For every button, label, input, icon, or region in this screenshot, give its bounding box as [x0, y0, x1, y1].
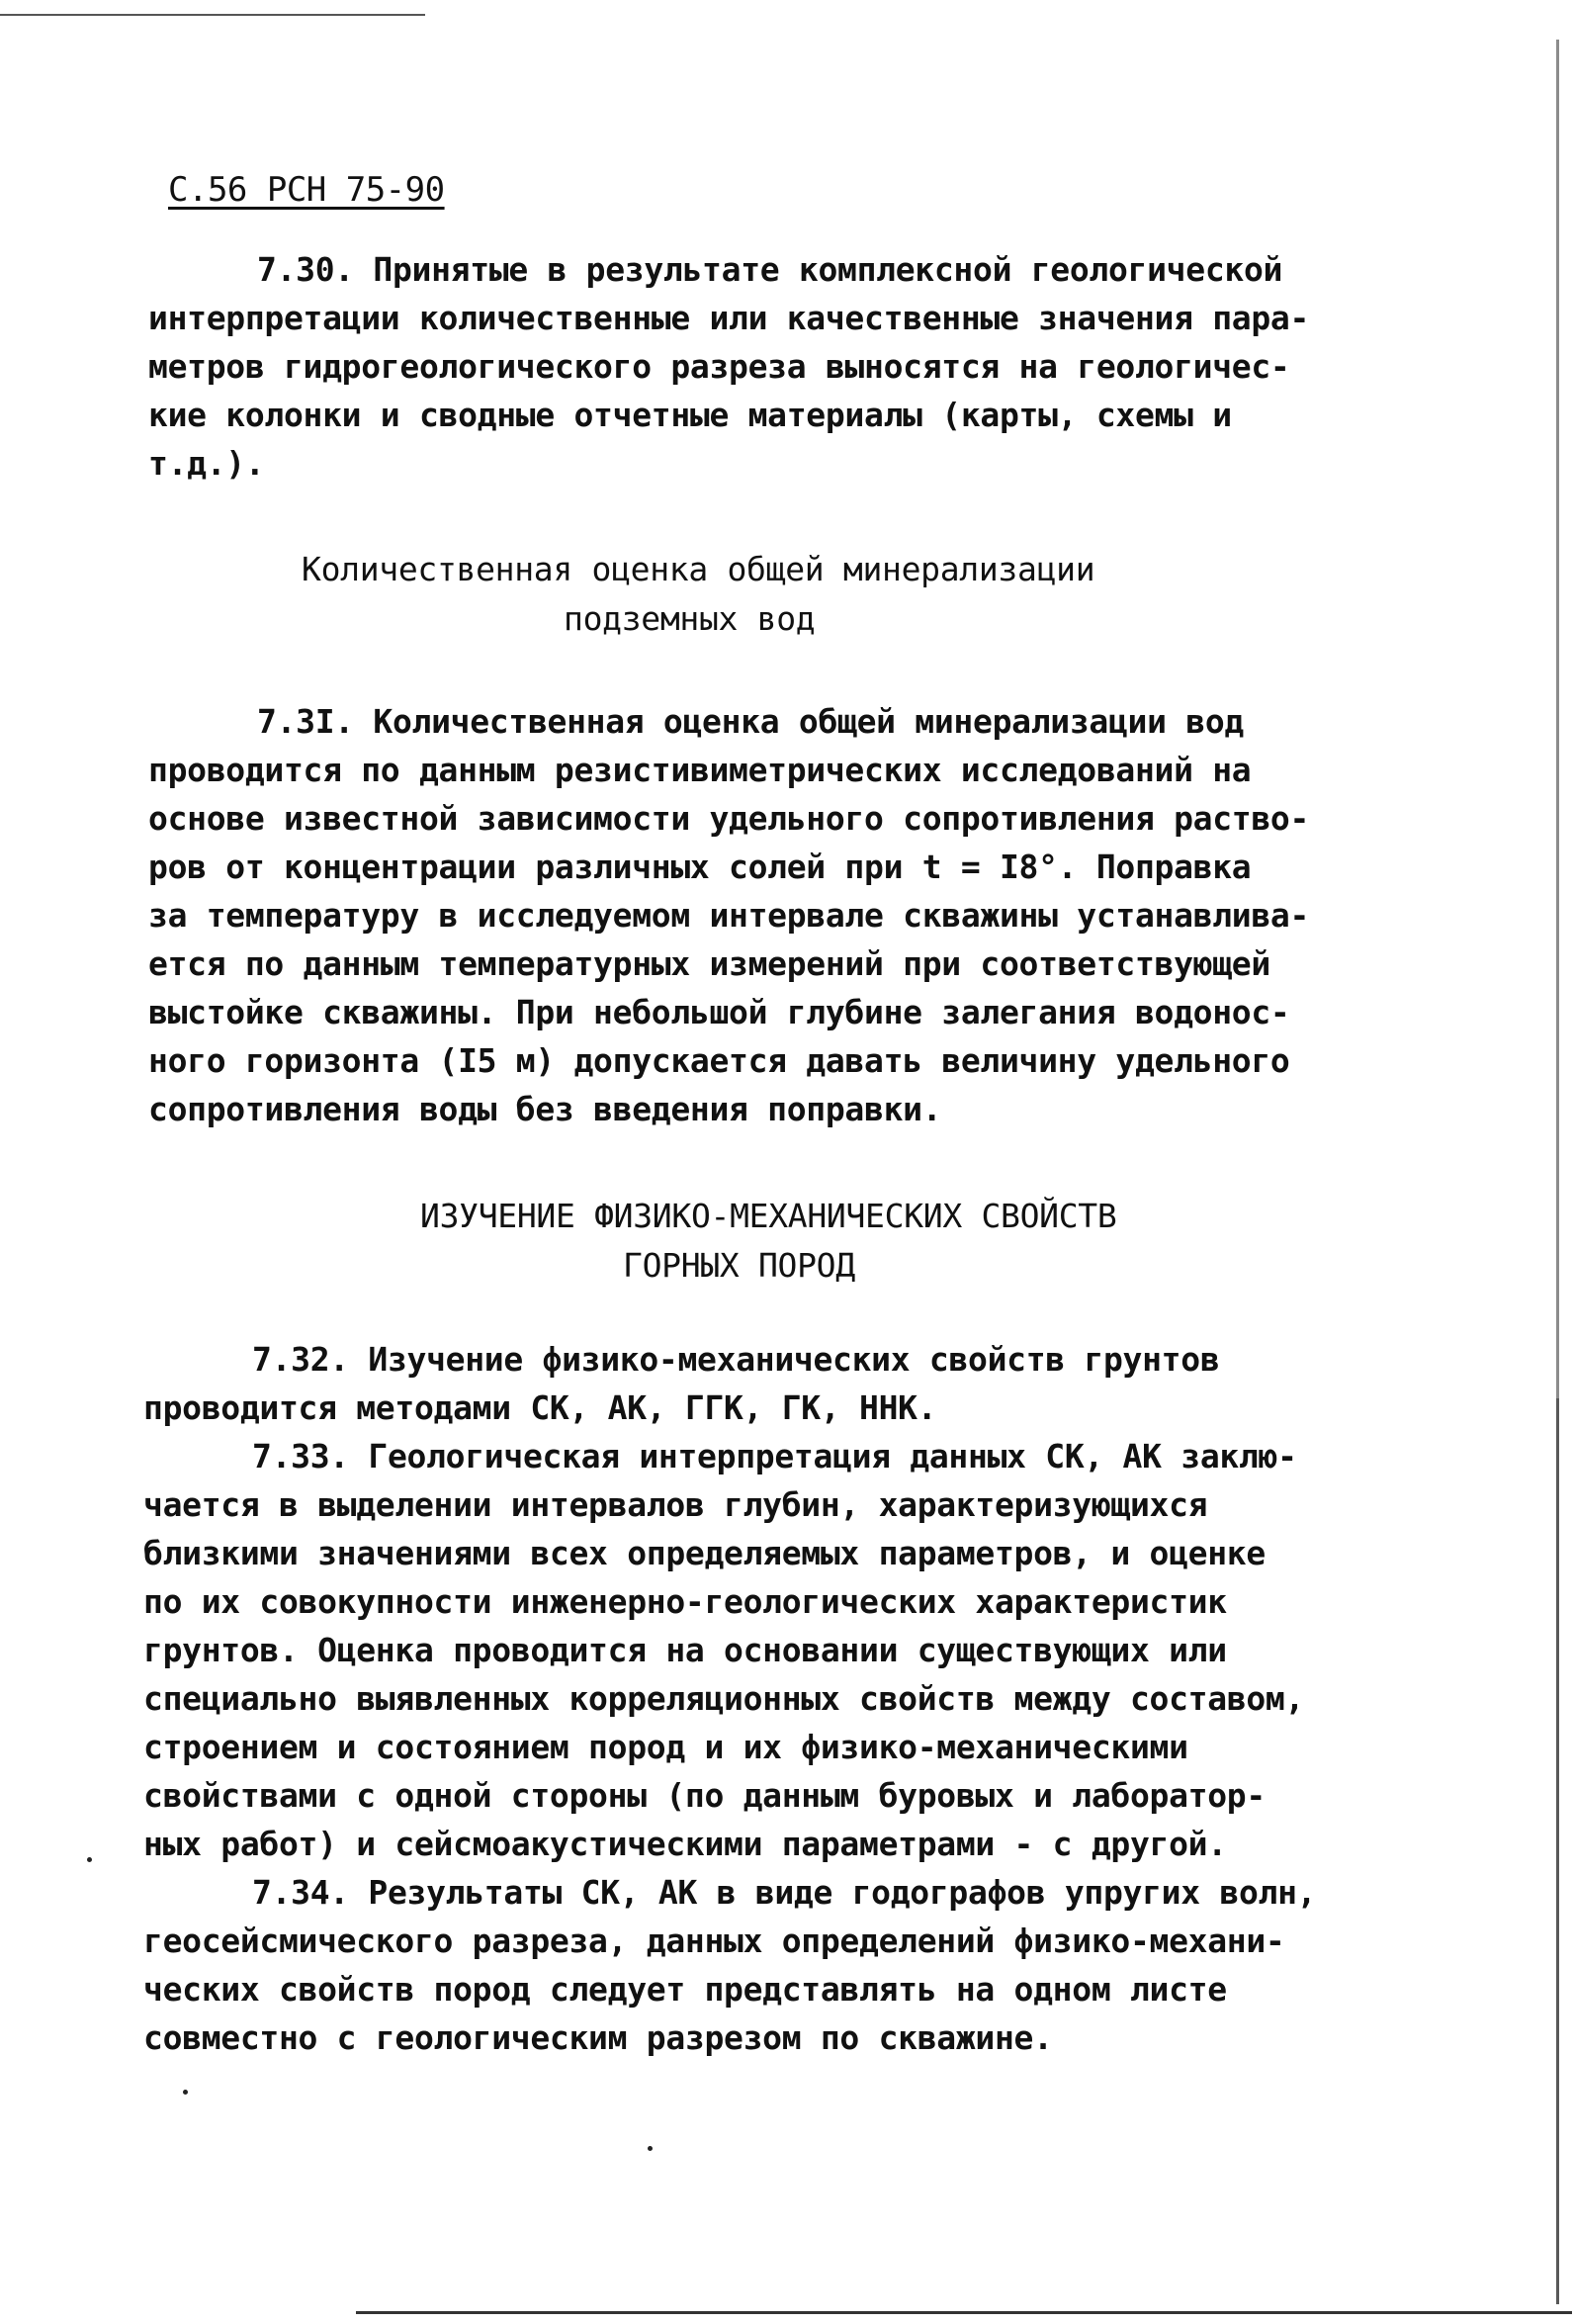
text-line: метров гидрогеологического разреза выносятся на геологичес- — [148, 347, 1290, 386]
scan-edge-line — [1556, 40, 1559, 2304]
text-line: чается в выделении интервалов глубин, характеризующихся — [143, 1485, 1208, 1524]
text-line: основе известной зависимости удельного сопротивления раство- — [148, 799, 1310, 838]
text-line: по их совокупности инженерно-геологических характеристик — [143, 1582, 1227, 1621]
text-line: специально выявленных корреляционных свойств между составом, — [143, 1679, 1305, 1718]
text-line: 7.34. Результаты СК, АК в виде годографов упругих волн, — [252, 1873, 1317, 1912]
text-line: близкими значениями всех определяемых параметров, и оценке — [143, 1534, 1266, 1572]
text-line: сопротивления воды без введения поправки. — [148, 1090, 942, 1128]
text-line: кие колонки и сводные отчетные материалы (карты, схемы и — [148, 396, 1232, 434]
text-line: т.д.). — [148, 444, 265, 483]
text-line: свойствами с одной стороны (по данным буровых и лаборатор- — [143, 1776, 1266, 1815]
scan-speck — [183, 2090, 188, 2095]
text-line: проводится по данным резистивиметрических исследований на — [148, 751, 1252, 789]
text-line: проводится методами СК, АК, ГГК, ГК, ННК. — [143, 1388, 937, 1427]
page-reference: С.56 РСН 75-90 — [168, 170, 445, 210]
bottom-rule — [356, 2311, 1572, 2314]
section-heading-physmech — [0, 1192, 1573, 1291]
heading-line: ГОРНЫХ ПОРОД — [623, 1246, 855, 1285]
text-line: совместно с геологическим разрезом по скважине. — [143, 2018, 1053, 2057]
section-heading-mineralization — [0, 545, 1573, 644]
heading-line: подземных вод — [564, 599, 816, 638]
text-line: ров от концентрации различных солей при t = I8°. Поправка — [148, 848, 1252, 886]
text-line: выстойке скважины. При небольшой глубине залегания водонос- — [148, 993, 1290, 1031]
text-line: ных работ) и сейсмоакустическими параметрами - с другой. — [143, 1825, 1227, 1863]
text-line: 7.32. Изучение физико-механических свойств грунтов — [252, 1340, 1220, 1379]
paragraph-7-31 — [148, 697, 1389, 1133]
text-line: интерпретации количественные или качественные значения пара- — [148, 299, 1310, 337]
paragraph-7-30 — [148, 245, 1389, 488]
scan-speck — [648, 2146, 653, 2151]
text-line: ется по данным температурных измерений при соответствующей — [148, 944, 1270, 983]
paragraphs-7-32-to-7-34 — [143, 1335, 1384, 2062]
text-line: геосейсмического разреза, данных определений физико-механи- — [143, 1922, 1285, 1960]
text-line: грунтов. Оценка проводится на основании существующих или — [143, 1631, 1227, 1669]
text-line: 7.33. Геологическая интерпретация данных СК, АК заклю- — [252, 1437, 1297, 1475]
text-line: 7.30. Принятые в результате комплексной геологической — [257, 250, 1283, 289]
text-line: 7.3I. Количественная оценка общей минерализации вод — [257, 702, 1244, 741]
heading-line: Количественная оценка общей минерализации — [302, 550, 1095, 588]
top-rule — [0, 14, 425, 16]
scan-speck — [87, 1857, 92, 1862]
heading-line: ИЗУЧЕНИЕ ФИЗИКО-МЕХАНИЧЕСКИХ СВОЙСТВ — [420, 1197, 1117, 1235]
text-line: ного горизонта (I5 м) допускается давать величину удельного — [148, 1041, 1290, 1080]
text-line: ческих свойств пород следует представлять на одном листе — [143, 1970, 1227, 2009]
text-line: строением и состоянием пород и их физико-механическими — [143, 1728, 1188, 1766]
text-line: за температуру в исследуемом интервале скважины устанавлива- — [148, 896, 1310, 935]
